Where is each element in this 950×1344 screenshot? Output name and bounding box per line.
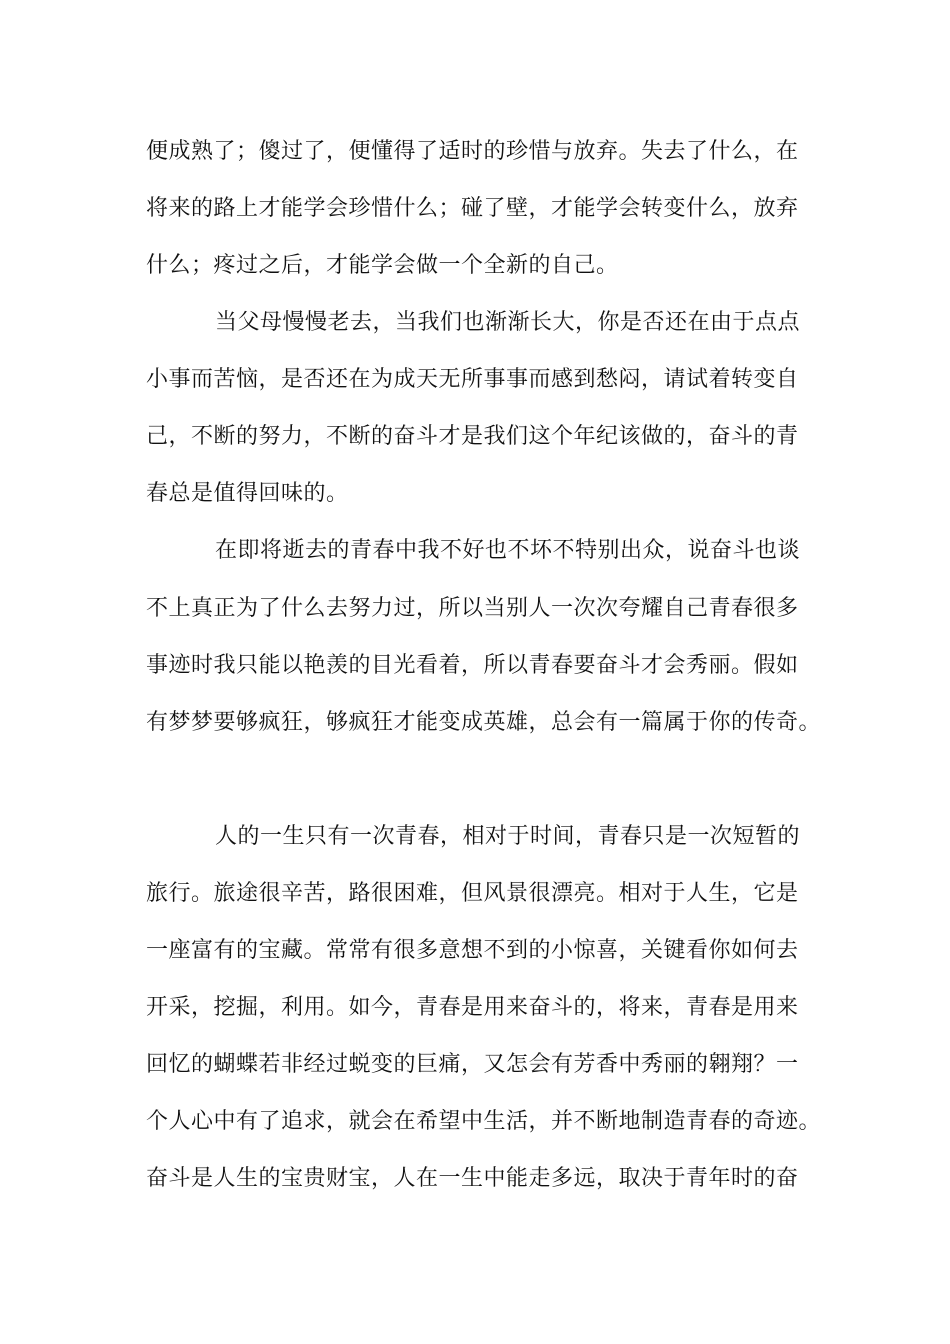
text-line: 旅行。旅途很辛苦，路很困难，但风景很漂亮。相对于人生，它是 bbox=[146, 881, 799, 906]
paragraph-first-line: 人的一生只有一次青春，相对于时间，青春只是一次短暂的 bbox=[215, 824, 801, 849]
text-line: 己，不断的努力，不断的奋斗才是我们这个年纪该做的，奋斗的青 bbox=[146, 424, 799, 449]
text-line: 不上真正为了什么去努力过，所以当别人一次次夸耀自己青春很多 bbox=[146, 596, 799, 621]
text-line: 有梦梦要够疯狂，够疯狂才能变成英雄，总会有一篇属于你的传奇。 bbox=[146, 710, 822, 735]
text-line: 个人心中有了追求，就会在希望中生活，并不断地制造青春的奇迹。 bbox=[146, 1109, 822, 1134]
text-line: 一座富有的宝藏。常常有很多意想不到的小惊喜，关键看你如何去 bbox=[146, 938, 799, 963]
text-line: 什么；疼过之后，才能学会做一个全新的自己。 bbox=[146, 253, 619, 278]
text-line: 春总是值得回味的。 bbox=[146, 481, 349, 506]
text-line: 便成熟了；傻过了，便懂得了适时的珍惜与放弃。失去了什么，在 bbox=[146, 139, 799, 164]
text-line: 将来的路上才能学会珍惜什么；碰了壁，才能学会转变什么，放弃 bbox=[146, 196, 799, 221]
paragraph-first-line: 在即将逝去的青春中我不好也不坏不特别出众，说奋斗也谈 bbox=[215, 538, 801, 563]
text-line: 回忆的蝴蝶若非经过蜕变的巨痛，又怎会有芳香中秀丽的翱翔？一 bbox=[146, 1052, 799, 1077]
text-line: 小事而苦恼，是否还在为成天无所事事而感到愁闷，请试着转变自 bbox=[146, 367, 799, 392]
text-line: 开采，挖掘，利用。如今，青春是用来奋斗的，将来，青春是用来 bbox=[146, 995, 799, 1020]
text-line: 事迹时我只能以艳羡的目光看着，所以青春要奋斗才会秀丽。假如 bbox=[146, 653, 799, 678]
text-line: 奋斗是人生的宝贵财宝，人在一生中能走多远，取决于青年时的奋 bbox=[146, 1166, 799, 1191]
paragraph-first-line: 当父母慢慢老去，当我们也渐渐长大，你是否还在由于点点 bbox=[215, 310, 801, 335]
